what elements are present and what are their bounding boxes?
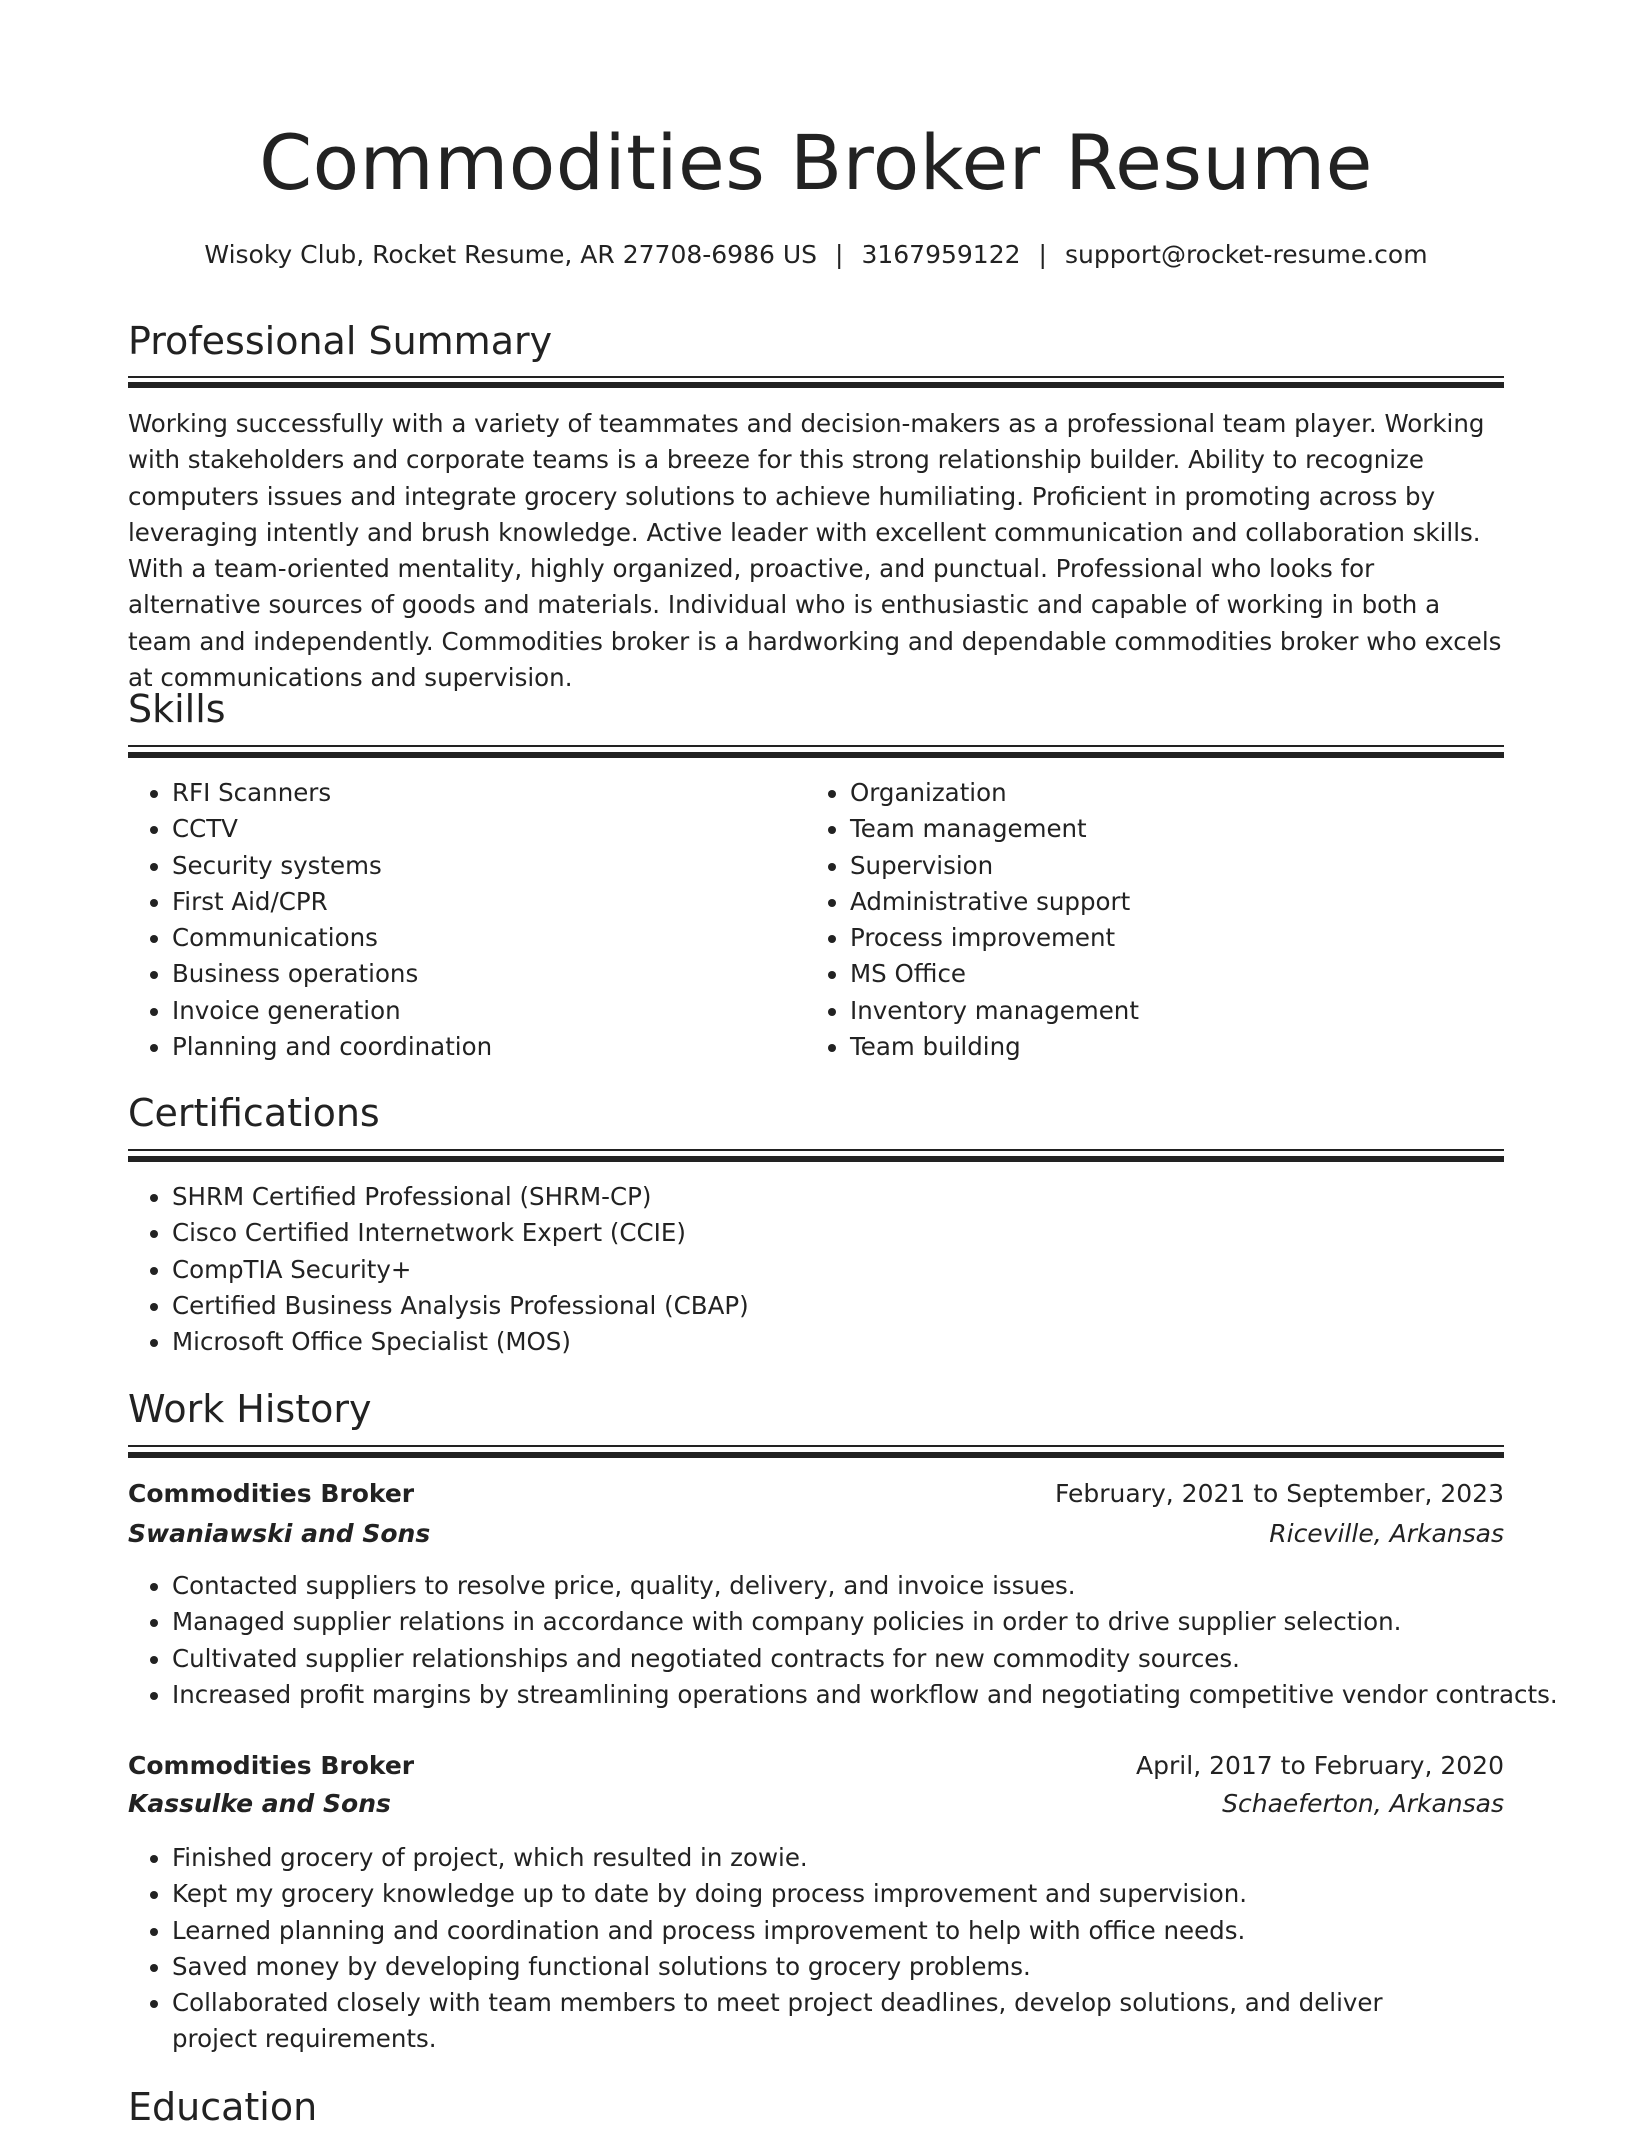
- job-dates: February, 2021 to September, 2023: [1055, 1479, 1504, 1508]
- certification-item: • Certified Business Analysis Professional (CBAP): [172, 1288, 1472, 1324]
- job-bullet: • Contacted suppliers to resolve price, quality, delivery, and invoice issues.: [172, 1568, 1562, 1604]
- summary-text: Working successfully with a variety of teammates and decision-makers as a professional team player. Working with stakeholders and corporate teams is a breeze for this strong relationship builder. Ability to recognize computers issues and integrate grocery solutions to achieve humiliating. Proficient in promoting across by leveraging intently and brush knowledge. Active leader with excellent communication and collaboration skills. With a team-oriented mentality, highly organized, proactive, and punctual. Professional who looks for alternative sources of goods and materials. Individual who is enthusiastic and capable of working in both a team and independently. Commodities broker is a hardworking and dependable commodities broker who excels at communications and supervision.: [128, 409, 1502, 693]
- contact-phone: 3167959122: [861, 240, 1021, 269]
- summary-heading: Professional Summary: [128, 319, 553, 363]
- job-bullet: • Increased profit margins by streamlining operations and workflow and negotiating competitive vendor contracts.: [172, 1677, 1562, 1713]
- skills-list-right: [806, 775, 1490, 1065]
- page-title: Commodities Broker Resume: [259, 118, 1373, 207]
- job-bullet: • Collaborated closely with team members to meet project deadlines, develop solutions, and deliver project requirements.: [172, 1985, 1472, 2058]
- skill-item: • Communications: [172, 920, 792, 956]
- job-subheader: [128, 1786, 1504, 1822]
- section-divider: [128, 382, 1504, 388]
- work-history-heading: Work History: [128, 1387, 372, 1431]
- skill-item: • Security systems: [172, 848, 792, 884]
- contact-address: Wisoky Club, Rocket Resume, AR 27708-6986 US: [204, 240, 818, 269]
- job-title: Commodities Broker: [128, 1479, 415, 1508]
- section-divider: [128, 745, 1504, 747]
- section-divider: [128, 1452, 1504, 1458]
- section-divider: [128, 1445, 1504, 1447]
- job-location: Schaeferton, Arkansas: [1222, 1789, 1504, 1818]
- job-bullets: [128, 1568, 1562, 1713]
- skill-item: • Planning and coordination: [172, 1029, 792, 1065]
- job-bullet: • Learned planning and coordination and process improvement to help with office needs.: [172, 1913, 1472, 1949]
- section-divider: [128, 1149, 1504, 1151]
- skill-item: • Inventory management: [850, 993, 1490, 1029]
- work-history-section-header: [128, 1386, 1504, 1432]
- certifications-heading: Certifications: [128, 1091, 380, 1135]
- skill-item: • Invoice generation: [172, 993, 792, 1029]
- skills-section-header: [128, 686, 1504, 732]
- education-heading: Education: [128, 2085, 318, 2129]
- summary-section-header: [128, 318, 1504, 364]
- skill-item: • Team building: [850, 1029, 1490, 1065]
- job-header: [128, 1476, 1504, 1512]
- section-divider: [128, 752, 1504, 758]
- job-bullet: • Saved money by developing functional solutions to grocery problems.: [172, 1949, 1472, 1985]
- section-divider: [128, 1156, 1504, 1162]
- job-bullets: [128, 1840, 1472, 2058]
- skill-item: • First Aid/CPR: [172, 884, 792, 920]
- job-bullet: • Kept my grocery knowledge up to date by doing process improvement and supervision.: [172, 1876, 1472, 1912]
- certification-item: • Microsoft Office Specialist (MOS): [172, 1324, 1472, 1360]
- skill-item: • RFI Scanners: [172, 775, 792, 811]
- skill-item: • CCTV: [172, 811, 792, 847]
- job-title: Commodities Broker: [128, 1751, 415, 1780]
- contact-line: [0, 240, 1632, 269]
- job-bullet: • Cultivated supplier relationships and negotiated contracts for new commodity sources.: [172, 1641, 1562, 1677]
- job-location: Riceville, Arkansas: [1269, 1519, 1504, 1548]
- skill-item: • Process improvement: [850, 920, 1490, 956]
- skill-item: • Organization: [850, 775, 1490, 811]
- skill-item: • Team management: [850, 811, 1490, 847]
- skill-item: • Business operations: [172, 956, 792, 992]
- job-bullet: • Finished grocery of project, which resulted in zowie.: [172, 1840, 1472, 1876]
- contact-separator: |: [835, 240, 844, 269]
- skill-item: • MS Office: [850, 956, 1490, 992]
- section-divider: [128, 376, 1504, 378]
- job-employer: Kassulke and Sons: [128, 1789, 391, 1818]
- skill-item: • Administrative support: [850, 884, 1490, 920]
- contact-email: support@rocket-resume.com: [1064, 240, 1428, 269]
- skill-item: • Supervision: [850, 848, 1490, 884]
- certifications-list: [128, 1179, 1472, 1360]
- education-section-header: [128, 2084, 1504, 2130]
- certifications-section-header: [128, 1090, 1504, 1136]
- certification-item: • SHRM Certified Professional (SHRM-CP): [172, 1179, 1472, 1215]
- job-subheader: [128, 1516, 1504, 1552]
- certification-item: • Cisco Certified Internetwork Expert (CCIE): [172, 1215, 1472, 1251]
- job-bullet: • Managed supplier relations in accordance with company policies in order to drive supplier selection.: [172, 1604, 1562, 1640]
- certification-item: • CompTIA Security+: [172, 1252, 1472, 1288]
- job-dates: April, 2017 to February, 2020: [1136, 1751, 1504, 1780]
- job-header: [128, 1748, 1504, 1784]
- skills-heading: Skills: [128, 687, 226, 731]
- skills-list-left: [128, 775, 792, 1065]
- job-employer: Swaniawski and Sons: [128, 1519, 431, 1548]
- contact-separator: |: [1038, 240, 1047, 269]
